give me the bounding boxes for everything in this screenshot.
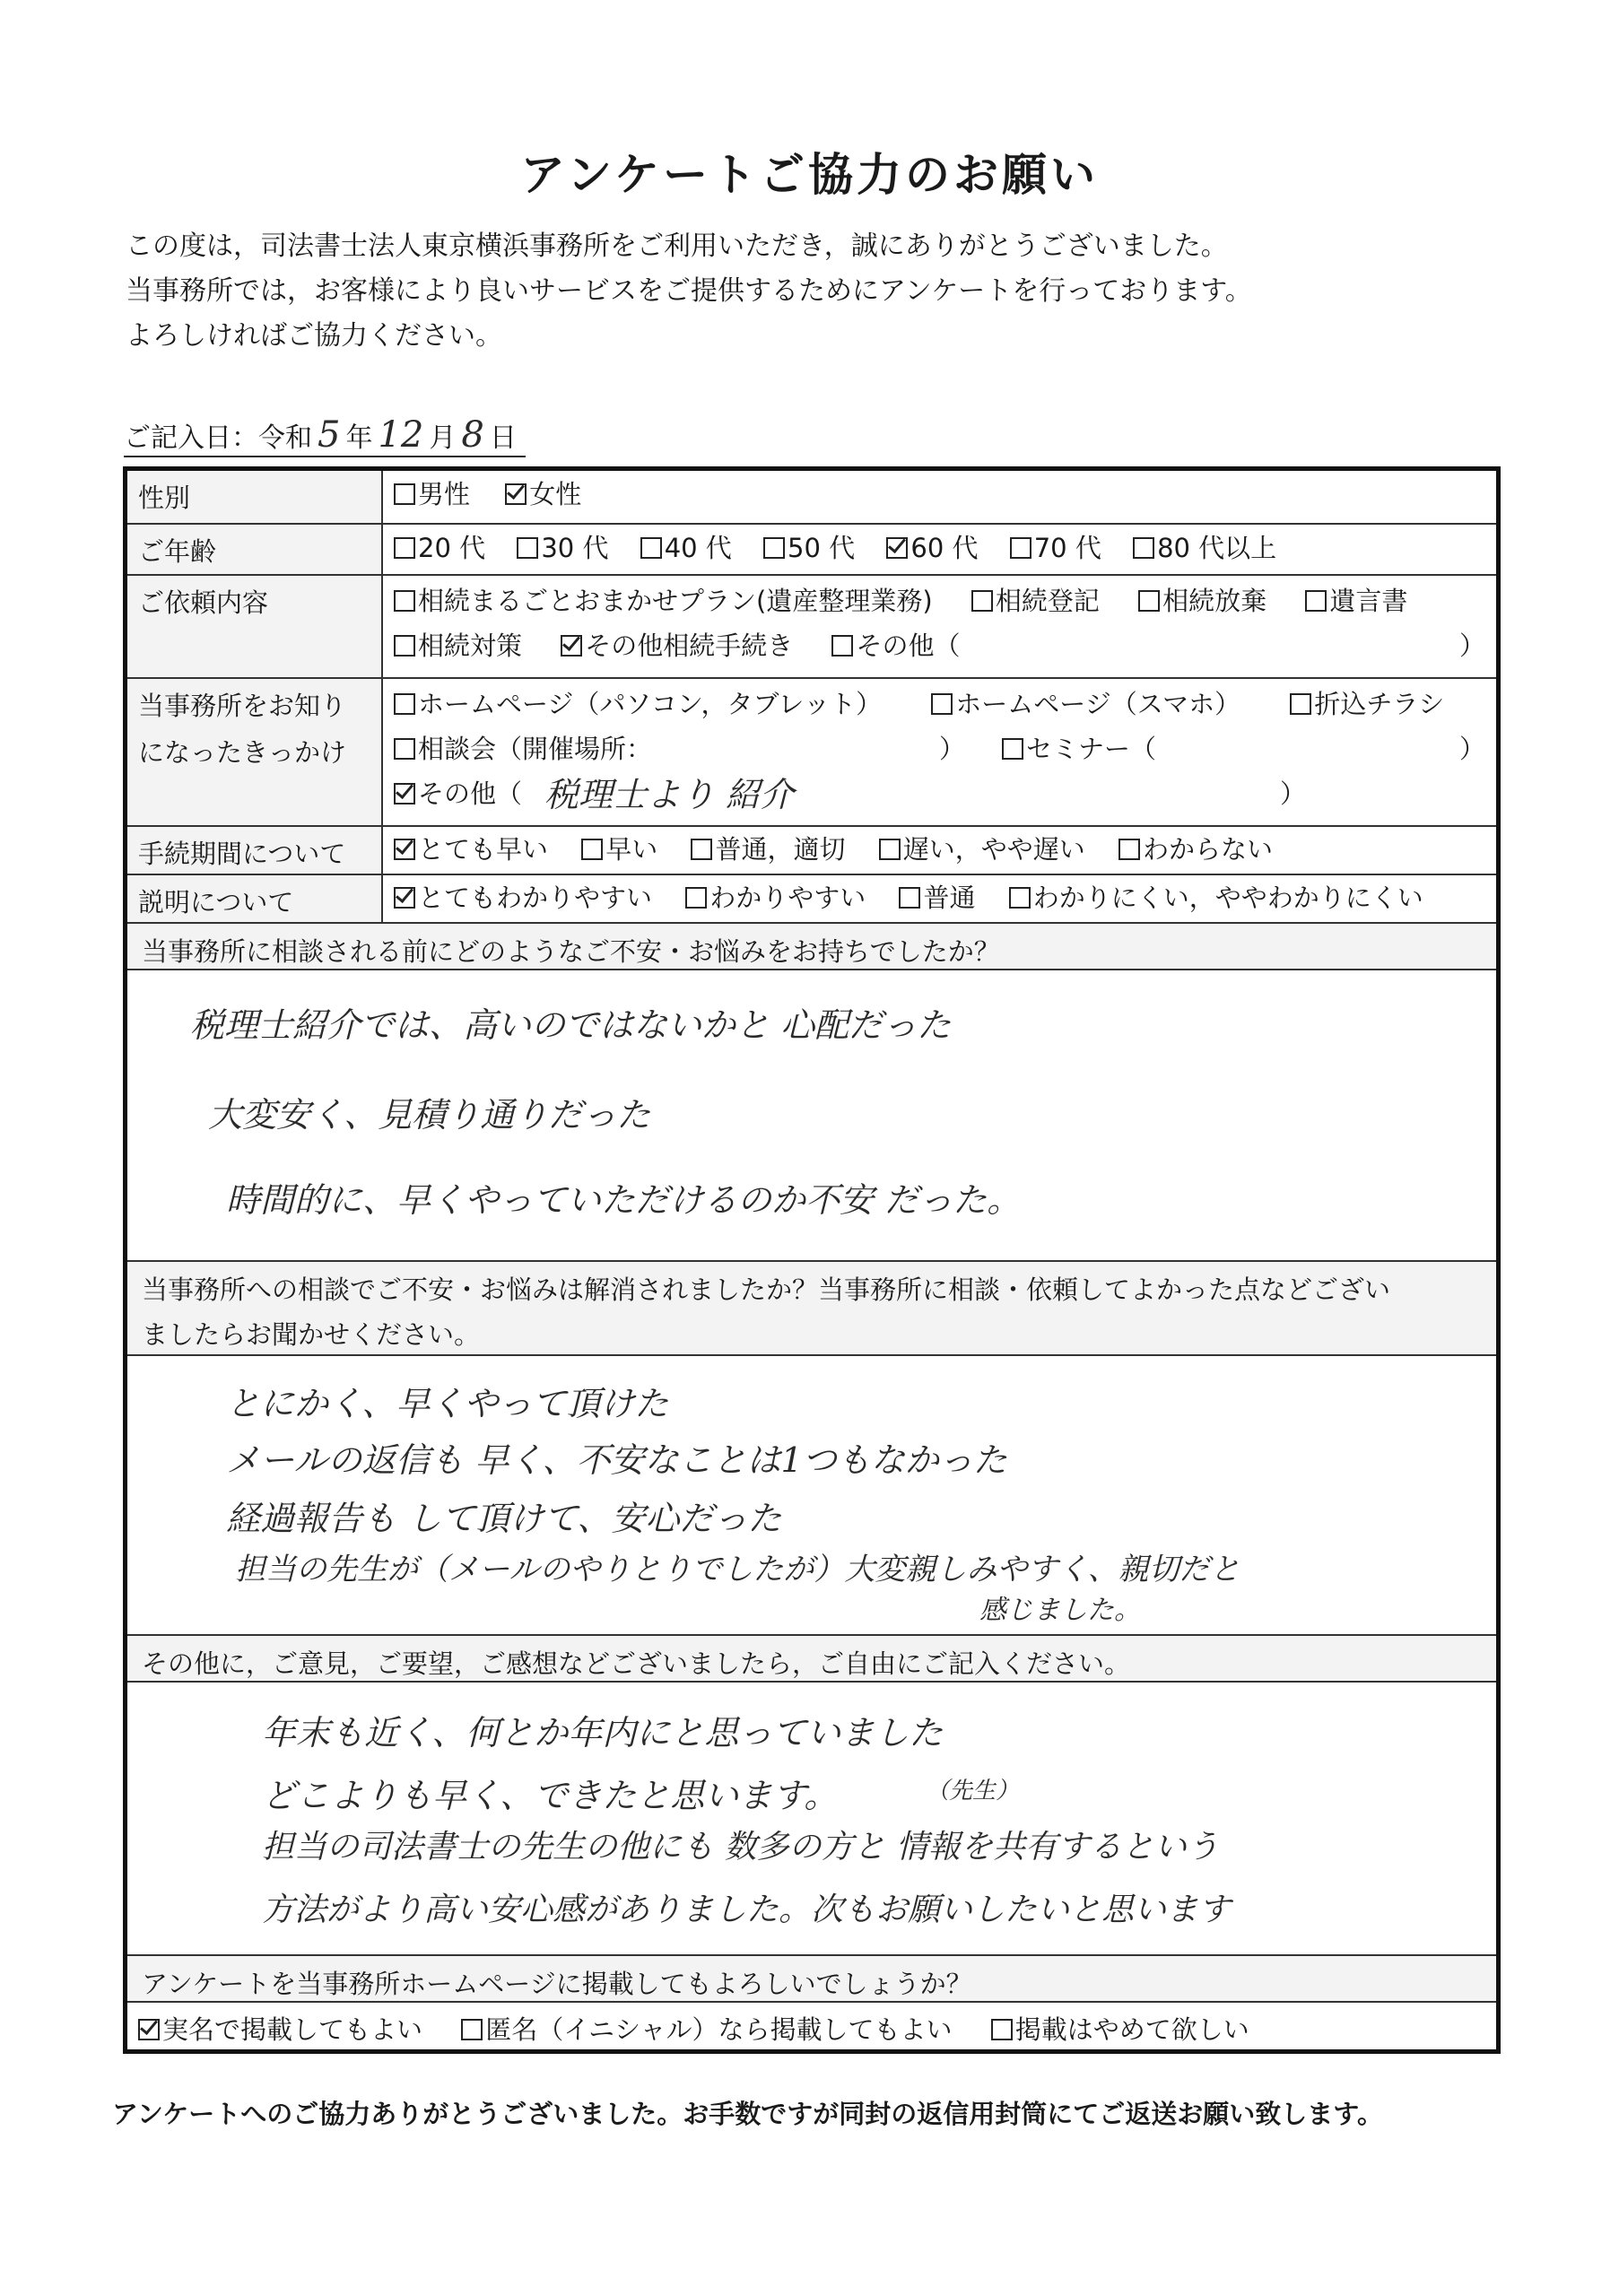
checkbox-icon[interactable] [1009,887,1031,909]
checkbox-icon[interactable] [581,839,603,860]
checkbox-unknown[interactable]: わからない [1119,830,1273,866]
checkbox-homepage-pc[interactable]: ホームページ（パソコン，タブレット） [394,684,882,721]
checkbox-icon[interactable] [394,537,415,559]
intro-line: この度は，司法書士法人東京横浜事務所をご利用いただき，誠にありがとうございました。 [126,230,1228,262]
date-month-unit: 月 [429,422,457,454]
checkbox-icon[interactable] [461,2019,483,2040]
explanation-row [127,875,1496,924]
checkbox-icon[interactable] [517,537,538,559]
intro-text [126,224,1252,359]
checkbox-male[interactable]: 男性 [394,474,470,511]
explanation-label: 説明について [127,875,383,922]
checkbox-icon[interactable] [899,887,920,909]
checkbox-age-80[interactable]: 80 代以上 [1133,528,1276,565]
checkbox-icon[interactable] [561,635,582,657]
checkbox-icon[interactable] [1010,537,1031,559]
trigger-label: 当事務所をお知り になったきっかけ [127,679,383,825]
checkbox-icon[interactable] [394,590,415,612]
period-row [127,827,1496,875]
date-prefix: ご記入日：令和 [124,422,312,454]
checkbox-icon[interactable] [831,635,853,657]
checkbox-icon[interactable] [1290,693,1311,715]
checkbox-other-procedures[interactable]: その他相続手続き [561,626,793,663]
answer-2-line: 経過報告も して頂けて、安心だった [226,1499,782,1538]
checkbox-icon[interactable] [1305,590,1327,612]
checkbox-icon[interactable] [394,483,415,505]
answer-3[interactable] [127,1683,1496,1956]
checkbox-icon[interactable] [640,537,662,559]
explanation-options [394,878,1423,915]
answer-3-line: どこよりも早く、できたと思います。 [262,1776,839,1815]
checkbox-renunciation[interactable]: 相続放棄 [1138,581,1266,618]
answer-1[interactable] [127,970,1496,1262]
checkbox-very-fast[interactable]: とても早い [394,830,548,866]
answer-2[interactable] [127,1356,1496,1636]
date-month: 12 [378,414,424,456]
answer-1-line: 大変安く、見積り通りだった [208,1095,651,1135]
checkbox-do-not-publish[interactable]: 掲載はやめて欲しい [991,2010,1249,2047]
checkbox-age-30[interactable]: 30 代 [517,528,608,565]
age-label: ご年齢 [127,525,383,574]
consultation-close-paren: ） [939,734,966,764]
age-options [394,528,1276,565]
checkbox-homepage-phone[interactable]: ホームページ（スマホ） [931,684,1240,721]
period-label: 手続期間について [127,827,383,874]
trigger-other-handwritten: 税理士より 紹介 [544,775,795,814]
checkbox-icon[interactable] [1133,537,1154,559]
intro-line: 当事務所では，お客様により良いサービスをご提供するためにアンケートを行っております。 [126,275,1252,307]
checkbox-icon[interactable] [394,783,415,804]
checkbox-seminar[interactable]: セミナー（ [1002,729,1156,766]
trigger-row [127,679,1496,827]
trigger-other-close-paren: ） [1280,778,1307,809]
answer-3-line: 年末も近く、何とか年内にと思っていました [262,1713,944,1752]
checkbox-clear[interactable]: わかりやすい [685,878,866,915]
checkbox-trigger-other[interactable]: その他（ [394,774,522,811]
publish-options [138,2010,1249,2047]
gender-row [127,471,1496,525]
answer-3-line: 方法がより高い安心感がありました。次もお願いしたいと思います [262,1892,1232,1928]
checkbox-icon[interactable] [1119,839,1140,860]
date-year-unit: 年 [345,422,373,454]
answer-2-line: メールの返信も 早く、不安なことは1つもなかった [226,1440,1007,1480]
checkbox-estate-plan[interactable]: 相続まるごとおまかせプラン(遺産整理業務) [394,581,933,618]
checkbox-icon[interactable] [685,887,707,909]
checkbox-unclear[interactable]: わかりにくい，ややわかりにくい [1009,878,1423,915]
checkbox-icon[interactable] [931,693,953,715]
question-4: アンケートを当事務所ホームページに掲載してもよろしいでしょうか？ [127,1956,1496,2003]
checkbox-slow[interactable]: 遅い，やや遅い [879,830,1085,866]
entry-date [124,414,526,457]
checkbox-icon[interactable] [138,2019,160,2040]
checkbox-icon[interactable] [394,693,415,715]
answer-1-line: 時間的に、早くやっていただけるのか不安 だった。 [226,1180,1022,1220]
answer-3-line: 担当の司法書士の先生の他にも 数多の方と 情報を共有するという [262,1829,1219,1866]
checkbox-icon[interactable] [394,635,415,657]
question-3: その他に，ご意見，ご要望，ご感想などございましたら，ご自由にご記入ください。 [127,1636,1496,1683]
checkbox-icon[interactable] [886,537,908,559]
checkbox-fast[interactable]: 早い [581,830,657,866]
checkbox-icon[interactable] [394,887,415,909]
checkbox-icon[interactable] [505,483,527,505]
footer-note: アンケートへのご協力ありがとうございました。お手数ですが同封の返信用封筒にてご返送お願い致します。 [112,2099,1383,2129]
checkbox-icon[interactable] [991,2019,1013,2040]
checkbox-age-70[interactable]: 70 代 [1010,528,1101,565]
checkbox-age-40[interactable]: 40 代 [640,528,732,565]
checkbox-publish-real-name[interactable]: 実名で掲載してもよい [138,2010,422,2047]
survey-title: アンケートご協力のお願い [520,149,1099,201]
checkbox-icon[interactable] [763,537,785,559]
request-label: ご依頼内容 [127,576,383,677]
request-close-paren: ） [1459,631,1486,661]
age-row [127,525,1496,576]
checkbox-icon[interactable] [879,839,901,860]
checkbox-female[interactable]: 女性 [505,474,581,511]
question-2: 当事務所への相談でご不安・お悩みは解消されましたか？当事務所に相談・依頼してよかった点などござい ましたらお聞かせください。 [127,1262,1496,1356]
date-day: 8 [461,414,484,456]
checkbox-average[interactable]: 普通 [899,878,975,915]
checkbox-consultation[interactable]: 相談会（開催場所： [394,729,652,766]
checkbox-age-20[interactable]: 20 代 [394,528,485,565]
checkbox-inheritance-planning[interactable]: 相続対策 [394,626,522,663]
question-1: 当事務所に相談される前にどのようなご不安・お悩みをお持ちでしたか？ [127,924,1496,970]
checkbox-age-50[interactable]: 50 代 [763,528,855,565]
checkbox-publish-anonymous[interactable]: 匿名（イニシャル）なら掲載してもよい [461,2010,952,2047]
checkbox-icon[interactable] [691,839,712,860]
answer-2-line: 担当の先生が（メールのやりとりでしたが）大変親しみやすく、親切だと [235,1552,1240,1587]
checkbox-very-clear[interactable]: とてもわかりやすい [394,878,652,915]
answer-1-line: 税理士紹介では、高いのではないかと 心配だった [190,1005,952,1045]
request-row [127,576,1496,679]
request-options-line1 [394,581,1407,618]
checkbox-normal[interactable]: 普通，適切 [691,830,845,866]
checkbox-will[interactable]: 遺言書 [1305,581,1407,618]
trigger-options-line1 [394,684,1444,721]
answer-2-line: とにかく、早くやって頂けた [226,1384,669,1423]
checkbox-inheritance-registration[interactable]: 相続登記 [971,581,1100,618]
answer-4 [127,2003,1496,2054]
answer-2-line: 感じました。 [979,1595,1141,1626]
checkbox-age-60[interactable]: 60 代 [886,528,978,565]
survey-form [123,466,1501,2054]
gender-label: 性別 [127,471,383,523]
answer-3-line: （先生） [926,1778,1020,1805]
seminar-close-paren: ） [1459,734,1486,764]
request-options-line2 [394,626,960,663]
gender-options [394,474,608,511]
checkbox-icon[interactable] [1002,738,1023,760]
date-year: 5 [318,414,341,456]
date-day-unit: 日 [489,422,517,454]
checkbox-icon[interactable] [394,839,415,860]
checkbox-flyer[interactable]: 折込チラシ [1290,684,1444,721]
period-options [394,830,1273,866]
checkbox-icon[interactable] [394,738,415,760]
checkbox-icon[interactable] [971,590,993,612]
checkbox-request-other[interactable]: その他（ [831,626,960,663]
checkbox-icon[interactable] [1138,590,1160,612]
intro-line: よろしければご協力ください。 [126,320,502,352]
